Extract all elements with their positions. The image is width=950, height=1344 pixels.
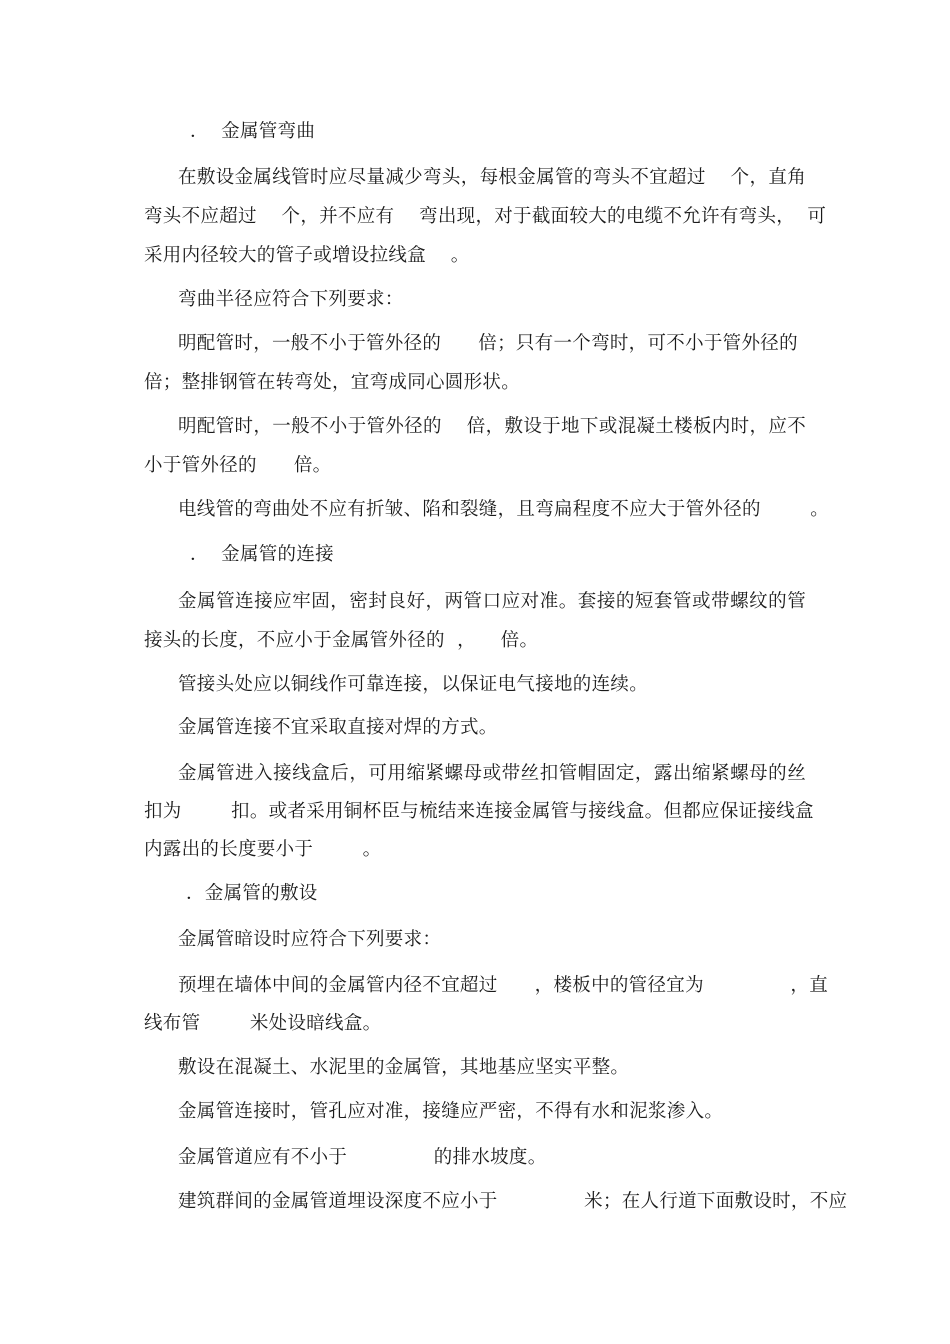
paragraph-line: 接头的长度，不应小于金属管外径的 ， 倍。 (144, 630, 539, 651)
section-heading: ． 金属管弯曲 (190, 121, 316, 142)
paragraph-line: 金属管连接不宜采取直接对焊的方式。 (178, 717, 498, 738)
paragraph-line: 金属管暗设时应符合下列要求： (178, 929, 442, 950)
paragraph-line: 敷设在混凝土、水泥里的金属管，其地基应坚实平整。 (178, 1057, 630, 1078)
paragraph-line: 明配管时，一般不小于管外径的 倍；只有一个弯时，可不小于管外径的 (178, 333, 798, 354)
paragraph-line: 线布管 米处设暗线盒。 (144, 1013, 382, 1034)
paragraph-line: 金属管连接应牢固，密封良好，两管口应对准。套接的短套管或带螺纹的管 (178, 591, 806, 612)
section-heading: ． 金属管的连接 (190, 544, 334, 565)
paragraph-line: 金属管连接时，管孔应对准，接缝应严密，不得有水和泥浆渗入。 (178, 1101, 724, 1122)
paragraph-line: 明配管时，一般不小于管外径的 倍，敷设于地下或混凝土楼板内时，应不 (178, 416, 806, 437)
paragraph-line: 金属管进入接线盒后，可用缩紧螺母或带丝扣管帽固定，露出缩紧螺母的丝 (178, 763, 806, 784)
paragraph-line: 电线管的弯曲处不应有折皱、陷和裂缝，且弯扁程度不应大于管外径的 。 (178, 499, 830, 520)
paragraph-line: 建筑群间的金属管道埋设深度不应小于 米；在人行道下面敷设时，不应 (178, 1191, 848, 1212)
paragraph-line: 采用内径较大的管子或增设拉线盒 。 (144, 245, 470, 266)
paragraph-line: 弯曲半径应符合下列要求： (178, 289, 404, 310)
paragraph-line: 管接头处应以铜线作可靠连接，以保证电气接地的连续。 (178, 674, 649, 695)
paragraph-line: 倍；整排钢管在转弯处，宜弯成同心圆形状。 (144, 372, 521, 393)
paragraph-line: 扣为 扣。或者采用铜杯臣与梳结来连接金属管与接线盒。但都应保证接线盒 (144, 801, 814, 822)
paragraph-line: 弯头不应超过 个，并不应有 弯出现，对于截面较大的电缆不允许有弯头， 可 (144, 206, 827, 227)
section-heading: ．金属管的敷设 (186, 883, 318, 904)
paragraph-line: 预埋在墙体中间的金属管内径不宜超过 ，楼板中的管径宜为 ，直 (178, 975, 829, 996)
paragraph-line: 小于管外径的 倍。 (144, 455, 332, 476)
paragraph-line: 金属管道应有不小于 的排水坡度。 (178, 1147, 547, 1168)
paragraph-line: 在敷设金属线管时应尽量减少弯头，每根金属管的弯头不宜超过 个，直角 (178, 167, 806, 188)
paragraph-line: 内露出的长度要小于 。 (144, 839, 382, 860)
